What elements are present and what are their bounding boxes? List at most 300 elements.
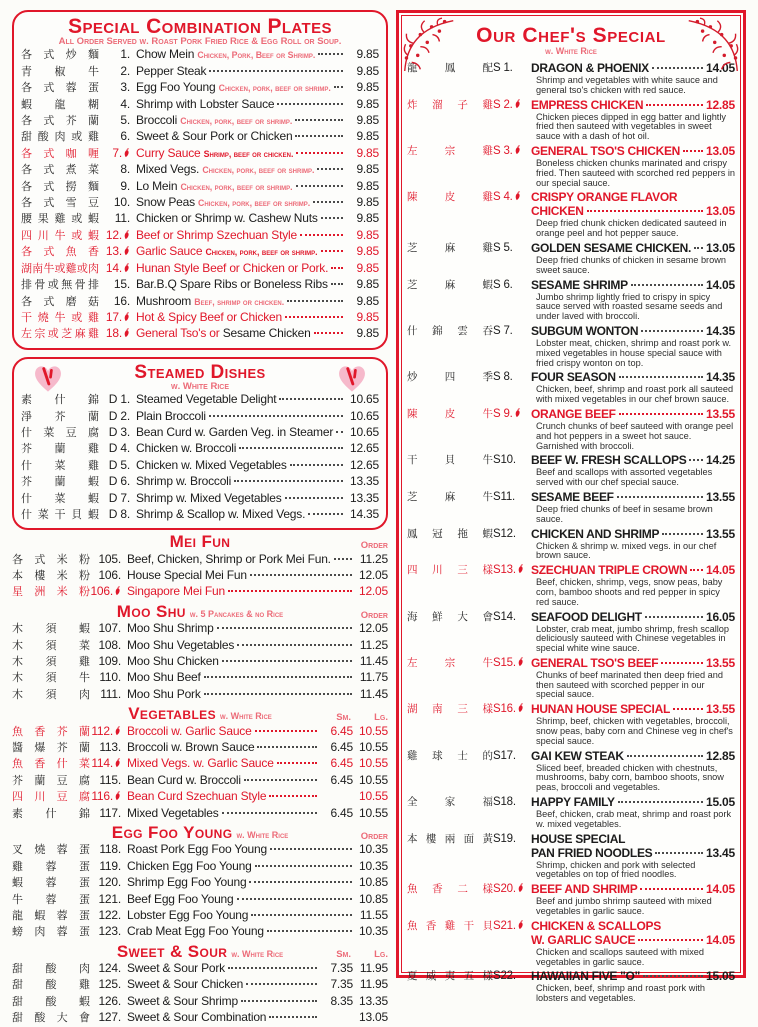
item-name: Snow Peas Chicken, pork, beef or shrimp. xyxy=(136,195,311,210)
menu-item-row xyxy=(21,97,379,113)
dot-leader xyxy=(627,755,703,757)
item-name-chinese: 炒四季 xyxy=(407,371,493,384)
item-price-small: 6.45 xyxy=(330,739,353,754)
price-column-labels xyxy=(314,950,388,960)
dot-leader xyxy=(270,848,352,850)
item-number: D 3. xyxy=(108,424,130,439)
menu-item-row xyxy=(12,552,388,568)
item-descriptor: Shrimp, beef or chicken. xyxy=(203,148,294,159)
combo-title: Special Combination Plates xyxy=(68,15,332,38)
menu-item-row xyxy=(21,458,379,474)
item-name-line xyxy=(531,563,735,577)
item-name-chinese: 淨芥蘭 xyxy=(21,410,99,423)
item-name: General Tso's or Sesame Chicken xyxy=(136,326,311,341)
item-name-chinese: 甜酸雞 xyxy=(12,979,90,992)
item-name-line xyxy=(531,278,735,292)
item-number: S 6. xyxy=(493,278,513,291)
item-price: 13.55 xyxy=(705,406,735,421)
item-name-chinese: 各式煮菜 xyxy=(21,164,99,177)
item-name-chinese: 螃肉蓉蛋 xyxy=(12,926,90,939)
chef-special-row xyxy=(407,370,735,405)
item-name: ORANGE BEEF xyxy=(531,406,616,421)
dot-leader xyxy=(643,975,703,977)
item-price: 9.85 xyxy=(356,211,379,226)
item-price-small: 6.45 xyxy=(330,756,353,771)
item-price: 11.75 xyxy=(359,670,388,685)
item-name-chinese: 芥蘭豆腐 xyxy=(12,774,90,787)
item-price-small: 8.35 xyxy=(330,993,353,1008)
item-name-line xyxy=(531,204,735,218)
item-name-chinese: 龍蝦蓉蛋 xyxy=(12,909,90,922)
item-number: S15. xyxy=(493,656,531,670)
chef-special-row xyxy=(407,324,735,368)
dot-leader xyxy=(204,693,352,695)
price-column-label: Lg. xyxy=(374,711,388,723)
item-name-chinese: 左宗雞 xyxy=(407,144,493,157)
dot-leader xyxy=(234,480,343,482)
item-number: S13. xyxy=(493,563,531,577)
item-main xyxy=(531,278,735,322)
item-name: FOUR SEASON xyxy=(531,370,616,385)
item-descriptor: Beef, shrimp or chicken. xyxy=(194,296,285,307)
menu-item-row xyxy=(21,507,379,523)
item-name-continued: PAN FRIED NOODLES xyxy=(531,845,653,860)
item-price: 13.05 xyxy=(705,204,735,219)
item-price: 13.05 xyxy=(705,240,735,255)
section-title: Egg Foo Young xyxy=(111,822,233,842)
dot-leader xyxy=(244,779,317,781)
item-descriptor: Chicken, pork, beef or shrimp. xyxy=(202,165,315,176)
dot-leader xyxy=(228,590,352,592)
menu-item-row xyxy=(12,875,388,891)
chefs-special-header xyxy=(407,25,735,56)
dot-leader xyxy=(334,86,343,88)
item-name-chinese: 各式魚香 xyxy=(21,246,99,259)
item-number: S16. xyxy=(493,702,531,716)
item-price: 13.35 xyxy=(349,474,379,489)
item-number: 109. xyxy=(98,654,121,668)
item-name-line xyxy=(531,846,735,860)
item-name-chinese: 本樓米粉 xyxy=(12,570,90,583)
item-name-chinese: 甜酸肉 xyxy=(12,963,90,976)
item-name-line xyxy=(531,490,735,504)
item-name: Chicken w. Broccoli xyxy=(136,441,237,456)
item-price: 10.65 xyxy=(349,424,379,439)
item-name-chinese: 海鮮大會 xyxy=(407,610,493,623)
item-main xyxy=(531,98,735,142)
item-price: 10.85 xyxy=(358,875,388,890)
item-name: Sweet & Sour Chicken xyxy=(127,977,244,992)
item-price: 9.85 xyxy=(356,260,379,275)
item-name-chinese: 夏威夷五樣 xyxy=(407,970,493,983)
dot-leader xyxy=(285,316,343,318)
dot-leader xyxy=(689,459,703,461)
item-name-chinese: 蝦龍糊 xyxy=(21,98,99,111)
steamed-section-header xyxy=(21,363,379,392)
item-description: Beef, chicken, crab meat, shrimp and roast pork w. mixed vegetables. xyxy=(536,809,732,829)
item-name-line xyxy=(531,407,735,421)
item-name: CHICKEN AND SHRIMP xyxy=(531,526,660,541)
item-price: 9.85 xyxy=(356,63,379,78)
item-name: SZECHUAN TRIPLE CROWN xyxy=(531,563,688,578)
chefs-special-subtitle: w. White Rice xyxy=(545,46,597,56)
dot-leader xyxy=(228,967,317,969)
dot-leader xyxy=(655,852,703,854)
item-price: 9.85 xyxy=(356,162,379,177)
item-number: 7. xyxy=(99,146,130,161)
dot-leader xyxy=(246,983,317,985)
item-name: Sweet & Sour Pork xyxy=(127,961,225,976)
item-name: Chicken w. Mixed Vegetables xyxy=(136,457,287,472)
section-title: Vegetables xyxy=(128,704,216,724)
price-column-label: Sm. xyxy=(336,711,351,723)
item-name-chinese: 甜酸蝦 xyxy=(12,995,90,1008)
item-name: Mixed Vegs. w. Garlic Sauce xyxy=(127,756,274,771)
item-number: 126. xyxy=(98,993,121,1008)
item-number: 124. xyxy=(98,961,121,976)
item-description: Jumbo shrimp lightly fried to crispy in spicy sauce served with roasted sesame seeds and under laved with broccoli. xyxy=(536,291,723,322)
item-price: 11.25 xyxy=(359,551,388,566)
item-name: Beef Egg Foo Young xyxy=(127,891,234,906)
chili-pepper-icon xyxy=(517,703,524,713)
dot-leader xyxy=(277,762,317,764)
item-number: S10. xyxy=(493,454,516,467)
item-name: DRAGON & PHOENIX xyxy=(531,61,649,75)
item-description: Beef and jumbo shrimp sauteed with mixed vegetables in garlic sauce. xyxy=(536,896,712,917)
left-column xyxy=(12,10,388,1027)
item-number: 8. xyxy=(120,162,130,177)
item-name: GOLDEN SESAME CHICKEN. xyxy=(531,240,692,255)
item-price: 10.65 xyxy=(349,392,379,407)
chef-special-row xyxy=(407,749,735,793)
chef-special-row xyxy=(407,527,735,562)
item-number: 15. xyxy=(113,277,130,292)
item-name-chinese: 雞球士的 xyxy=(407,749,493,762)
item-name-line xyxy=(531,795,735,809)
item-number: D 6. xyxy=(108,474,130,489)
item-name: Mixed Vegs. Chicken, pork, beef or shrimp. xyxy=(136,162,315,177)
item-name-chinese: 雞蓉蛋 xyxy=(12,860,90,873)
item-name-line xyxy=(531,241,735,255)
dot-leader xyxy=(249,881,352,883)
chef-special-row xyxy=(407,190,735,239)
item-name-chinese: 各式撈麵 xyxy=(21,180,99,193)
item-name: GENERAL TSO'S CHICKEN xyxy=(531,143,681,158)
menu-item-row xyxy=(21,474,379,490)
dot-leader xyxy=(217,627,352,629)
dot-leader xyxy=(638,939,703,941)
item-name-chinese: 甜酸大會 xyxy=(12,1012,90,1025)
item-price: 12.65 xyxy=(349,457,379,472)
item-main xyxy=(531,563,735,607)
menu-item-row xyxy=(12,789,388,805)
item-name: Sweet & Sour Shrimp xyxy=(127,993,238,1008)
chef-special-row xyxy=(407,98,735,142)
item-name-chinese: 龍鳳配 xyxy=(407,62,493,74)
menu-item-row xyxy=(12,806,388,822)
item-price: 14.35 xyxy=(349,506,379,521)
item-name-chinese: 什錦雲吞 xyxy=(407,324,493,337)
item-price: 9.85 xyxy=(356,195,379,210)
item-main xyxy=(531,795,735,830)
item-name-line xyxy=(531,190,735,204)
dot-leader xyxy=(587,210,703,212)
item-price: 13.55 xyxy=(705,655,735,670)
item-main xyxy=(531,144,735,188)
item-price: 16.05 xyxy=(705,609,735,624)
item-name: HAPPY FAMILY xyxy=(531,795,615,810)
section-subtitle: w. White Rice xyxy=(219,711,272,722)
item-price-large: 13.35 xyxy=(358,993,388,1008)
price-column-label: Order xyxy=(360,539,388,551)
item-main xyxy=(531,656,735,700)
menu-item-row xyxy=(21,425,379,441)
item-number: 110. xyxy=(99,670,121,685)
item-name-line xyxy=(531,749,735,763)
menu-item-row xyxy=(21,392,379,408)
chef-special-row xyxy=(407,795,735,830)
item-main xyxy=(531,370,735,405)
item-name-chinese: 陳皮牛 xyxy=(407,407,493,420)
item-name: Bean Curd w. Garden Veg. in Steamer xyxy=(136,424,334,439)
section-title: Moo Shu xyxy=(116,601,186,621)
item-price: 9.85 xyxy=(356,129,379,144)
item-price-large: 10.55 xyxy=(358,756,388,771)
item-main xyxy=(531,490,735,525)
section-subtitle: w. White Rice xyxy=(236,829,289,840)
item-name-chinese: 什菜蝦 xyxy=(21,492,99,505)
dot-leader xyxy=(255,730,317,732)
item-name: Shrimp w. Broccoli xyxy=(136,474,232,489)
item-name-chinese: 芝麻雞 xyxy=(407,241,493,254)
dot-leader xyxy=(334,558,352,560)
price-column-label: Order xyxy=(360,830,388,842)
chili-pepper-icon xyxy=(514,99,521,109)
item-name-chinese: 各式芥蘭 xyxy=(21,115,99,128)
item-name-chinese: 排骨或無骨排 xyxy=(21,279,99,292)
item-name-chinese: 各式米粉 xyxy=(12,553,90,566)
price-column-labels xyxy=(361,611,388,621)
dot-leader xyxy=(237,644,352,646)
chefs-special-title: Our Chef's Special xyxy=(476,24,666,47)
dot-leader xyxy=(336,431,343,433)
chili-pepper-icon xyxy=(114,757,121,767)
menu-item-row xyxy=(12,961,388,977)
item-description: Chicken & shrimp w. mixed vegs. in our chef brown sauce. xyxy=(536,540,717,561)
item-name-chinese: 四川三樣 xyxy=(407,564,493,577)
item-number: D 1. xyxy=(108,392,130,407)
menu-item-row xyxy=(21,310,379,326)
item-name-line xyxy=(531,969,735,983)
item-price: 10.35 xyxy=(358,842,388,857)
item-price: 14.35 xyxy=(705,370,735,385)
item-number: 116. xyxy=(90,789,121,804)
menu-item-row xyxy=(12,892,388,908)
dot-leader xyxy=(308,513,343,515)
menu-item-row xyxy=(21,80,379,96)
steamed-item-list xyxy=(21,392,379,523)
item-name: Moo Shu Chicken xyxy=(127,654,219,668)
item-number: D 4. xyxy=(108,441,130,456)
item-price: 9.85 xyxy=(356,326,379,341)
item-name-chinese: 木須蝦 xyxy=(12,623,90,636)
item-descriptor: Chicken, pork, beef or shrimp. xyxy=(180,116,293,127)
left-plain-sections xyxy=(12,533,388,1026)
chef-special-row xyxy=(407,61,735,96)
item-name: Chicken or Shrimp w. Cashew Nuts xyxy=(136,211,318,226)
combo-subtitle: All Order Served w. Roast Pork Fried Rice & Egg Roll or Soup. xyxy=(58,36,342,48)
item-number: 115. xyxy=(99,772,121,787)
menu-section-mei-fun xyxy=(12,533,388,601)
menu-item-row xyxy=(21,294,379,310)
section-title: Mei Fun xyxy=(169,532,231,552)
item-main xyxy=(531,749,735,793)
item-name: Steamed Vegetable Delight xyxy=(136,392,277,407)
item-name-line xyxy=(531,933,735,947)
item-description: Crunch chunks of beef sauteed with orange peel and hot peppers in a sweet hot sauce. Garnished with broccoli. xyxy=(536,420,734,451)
dot-leader xyxy=(277,103,343,105)
item-name-chinese: 各式磨菇 xyxy=(21,295,99,308)
combo-item-list xyxy=(21,47,379,342)
chili-pepper-icon xyxy=(123,245,130,255)
menu-item-row xyxy=(21,64,379,80)
chef-special-row xyxy=(407,832,735,881)
item-name: Pepper Steak xyxy=(136,63,207,78)
item-name-chinese: 各式炒麵 xyxy=(21,49,99,62)
dot-leader xyxy=(204,676,352,678)
item-name: Moo Shu Beef xyxy=(127,670,201,685)
dot-leader xyxy=(209,415,343,417)
price-column-label: Lg. xyxy=(374,949,388,961)
menu-item-row xyxy=(21,228,379,244)
dot-leader xyxy=(222,812,317,814)
item-name: Lo Mein Chicken, pork, beef or shrimp. xyxy=(136,178,293,193)
item-name-line xyxy=(531,919,735,933)
item-name-chinese: 木須雞 xyxy=(12,656,90,668)
menu-item-row xyxy=(12,924,388,940)
item-name-chinese: 干燒牛或雞 xyxy=(21,311,99,324)
item-name: Shrimp w. Mixed Vegetables xyxy=(136,490,282,505)
dot-leader xyxy=(690,569,703,571)
chili-pepper-icon xyxy=(123,311,130,321)
item-main xyxy=(531,190,735,239)
item-name: BEEF AND SHRIMP xyxy=(531,882,638,897)
item-name: Chicken Egg Foo Young xyxy=(127,858,252,873)
chili-pepper-icon xyxy=(517,564,524,574)
item-number: S11. xyxy=(493,490,516,503)
dot-leader xyxy=(290,464,343,466)
section-header xyxy=(12,705,388,723)
chef-special-row xyxy=(407,969,735,1004)
item-name-chinese: 四川牛或蝦 xyxy=(21,229,99,242)
item-number: S 8. xyxy=(493,371,513,384)
menu-section-sweet-sour xyxy=(12,943,388,1027)
item-name: HUNAN HOUSE SPECIAL xyxy=(531,702,670,717)
dot-leader xyxy=(321,217,343,219)
item-name-chinese: 芥蘭蝦 xyxy=(21,476,99,489)
item-price-large: 13.05 xyxy=(358,1010,388,1025)
item-number: 5. xyxy=(120,113,130,128)
item-number: S22. xyxy=(493,970,516,983)
item-name: Lobster Egg Foo Young xyxy=(127,907,249,922)
item-number: 111. xyxy=(100,686,121,701)
menu-item-row xyxy=(21,409,379,425)
item-number: S18. xyxy=(493,796,516,809)
item-name-chinese: 什菜豆腐 xyxy=(21,426,99,439)
steamed-dishes-box xyxy=(12,357,388,531)
item-name: EMPRESS CHICKEN xyxy=(531,97,644,112)
item-name: Bar.B.Q Spare Ribs or Boneless Ribs xyxy=(136,277,328,292)
item-name: Singapore Mei Fun xyxy=(127,584,225,599)
item-price: 9.85 xyxy=(356,244,379,259)
item-name-chinese: 魚香芥蘭 xyxy=(12,725,90,738)
item-number: 113. xyxy=(99,739,121,754)
dot-leader xyxy=(617,496,703,498)
item-descriptor: Chicken, pork, beef or shrimp. xyxy=(180,181,293,192)
item-name-chinese: 醬爆芥蘭 xyxy=(12,741,90,754)
item-price: 9.85 xyxy=(356,80,379,95)
menu-item-row xyxy=(12,994,388,1010)
right-column xyxy=(396,10,746,1027)
item-number: S 1. xyxy=(493,62,513,74)
item-number: 14. xyxy=(99,261,130,276)
item-description: Chicken, beef, shrimp and roast pork all sauteed with mixed vegetables in our chef brown sauce. xyxy=(536,384,734,405)
section-header xyxy=(12,943,388,961)
item-number: 4. xyxy=(120,96,130,111)
dot-leader xyxy=(619,413,703,415)
item-number: D 2. xyxy=(108,408,130,423)
section-subtitle: w. White Rice xyxy=(231,948,284,959)
item-name: Roast Pork Egg Foo Young xyxy=(127,842,267,857)
menu-item-row xyxy=(12,638,388,654)
item-description: Lobster, crab meat, jumbo shrimp, fresh scallop deliciously sauteed with Chinese vegetables in special white wine sauce. xyxy=(536,623,730,654)
section-subtitle: w. 5 Pancakes & no Rice xyxy=(189,608,284,619)
item-number: 9. xyxy=(120,178,130,193)
item-name: SUBGUM WONTON xyxy=(531,323,639,338)
item-description: Deep fried chunks of beef in sesame brown sauce. xyxy=(536,503,713,524)
item-name-chinese: 左宗或芝麻雞 xyxy=(21,328,99,341)
item-number: D 8. xyxy=(108,506,130,521)
item-description: Shrimp, beef, chicken with vegetables, broccoli, snow peas, baby corn and Chinese veg in chef's special sauce. xyxy=(536,716,733,746)
item-price: 13.55 xyxy=(705,702,735,717)
dot-leader xyxy=(267,930,352,932)
item-descriptor: Chicken, pork, beef or shrimp. xyxy=(205,247,318,258)
section-header xyxy=(12,533,388,551)
menu-item-row xyxy=(21,113,379,129)
item-description: Chicken, beef, shrimp and roast pork with lobsters and vegetables. xyxy=(536,983,706,1004)
item-name-chinese: 各式蓉蛋 xyxy=(21,82,99,95)
item-description: Lobster meat, chicken, shrimp and roast pork w. mixed vegetables in house special sauce with fried crispy wonton on top. xyxy=(536,337,732,368)
menu-item-row xyxy=(21,244,379,260)
item-name-chinese: 干貝牛 xyxy=(407,454,493,467)
item-name: Egg Foo Young Chicken, pork, beef or shrimp. xyxy=(136,80,331,95)
item-name-chinese: 素什錦 xyxy=(12,807,90,820)
item-price: 13.55 xyxy=(705,489,735,504)
dot-leader xyxy=(313,201,343,203)
dot-leader xyxy=(645,616,703,618)
item-number: S 9. xyxy=(493,407,531,421)
price-column-labels xyxy=(361,541,388,551)
chef-special-row xyxy=(407,882,735,917)
dot-leader xyxy=(683,150,703,152)
item-price: 12.05 xyxy=(358,568,388,583)
item-name-chinese: 鳳冠拖蝦 xyxy=(407,527,493,540)
item-name: SEAFOOD DELIGHT xyxy=(531,609,642,624)
chef-special-row xyxy=(407,702,735,746)
menu-item-row xyxy=(21,146,379,162)
item-number: S20. xyxy=(493,882,531,896)
item-main xyxy=(531,610,735,654)
